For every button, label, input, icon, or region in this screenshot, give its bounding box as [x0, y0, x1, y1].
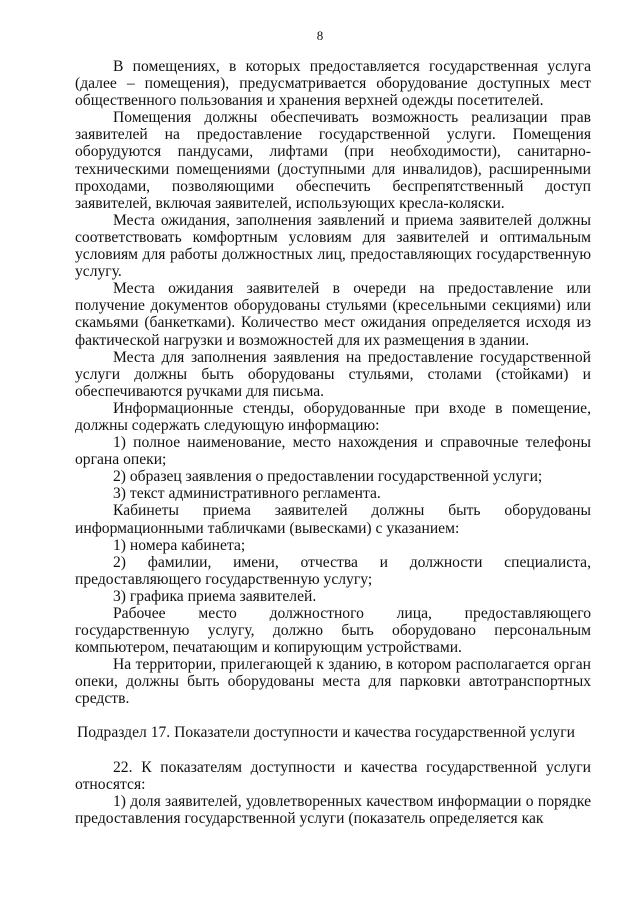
paragraph-waiting-places: Места ожидания, заполнения заявлений и приема заявителей должны соответствовать комфортным условиям для заявителей и оптимальным условиям для работы должностных лиц, предоставляющих государственную услугу. — [75, 211, 591, 281]
list-item-stand-2: 2) образец заявления о предоставлении государственной услуги; — [113, 468, 543, 486]
list-item-stand-3: 3) текст административного регламента. — [113, 485, 381, 503]
subsection-heading: Подраздел 17. Показатели доступности и качества государственной услуги — [77, 723, 575, 741]
paragraph-workplace: Рабочее место должностного лица, предоставляющего государственную услугу, должно быть оборудовано персональным компьютером, печатающим и копирующим устройствами. — [75, 605, 591, 657]
list-item-indicator-1: 1) доля заявителей, удовлетворенных качеством информации о порядке предоставления государственной услуги (показатель определяется как — [75, 792, 591, 827]
list-item-stand-1: 1) полное наименование, место нахождения и справочные телефоны органа опеки; — [75, 434, 591, 469]
paragraph-info-stands: Информационные стенды, оборудованные при входе в помещение, должны содержать следующую информацию: — [75, 399, 591, 434]
page-number: 8 — [316, 28, 324, 43]
paragraph-indicators: 22. К показателям доступности и качества государственной услуги относятся: — [75, 758, 591, 793]
spacer — [75, 708, 591, 724]
paragraph-accessibility: Помещения должны обеспечивать возможность реализации прав заявителей на предоставление государственной услуги. Помещения оборудуются пандусами, лифтами (при необходимости), санитарно-техническими помещениями (доступными для инвалидов), расширенными проходами, позволяющими обеспечить беспрепятственный доступ заявителей, включая заявителей, использующих кресла-коляски. — [75, 109, 591, 212]
list-item-cabinet-1: 1) номера кабинета; — [113, 536, 246, 554]
paragraph-premises: В помещениях, в которых предоставляется государственная услуга (далее – помещения), предусматривается оборудование доступных мест общественного пользования и хранения верхней одежды посетителей. — [75, 58, 591, 110]
paragraph-filling-places: Места для заполнения заявления на предоставление государственной услуги должны быть оборудованы стульями, столами (стойками) и обеспечиваются ручками для письма. — [75, 348, 591, 400]
document-body — [75, 58, 591, 827]
list-item-cabinet-3: 3) графика приема заявителей. — [113, 587, 317, 605]
paragraph-queue-seating: Места ожидания заявителей в очереди на предоставление или получение документов оборудованы стульями (кресельными секциями) или скамьями (банкетками). Количество мест ожидания определяется исходя из фактической нагрузки и возможностей для их размещения в здании. — [75, 280, 591, 349]
spacer — [75, 741, 591, 759]
paragraph-cabinets: Кабинеты приема заявителей должны быть оборудованы информационными табличками (вывесками) с указанием: — [75, 502, 591, 537]
paragraph-parking: На территории, прилегающей к зданию, в котором располагается орган опеки, должны быть оборудованы места для парковки автотранспортных средств. — [75, 656, 591, 708]
list-item-cabinet-2: 2) фамилии, имени, отчества и должности специалиста, предоставляющего государственную услугу; — [75, 553, 591, 588]
